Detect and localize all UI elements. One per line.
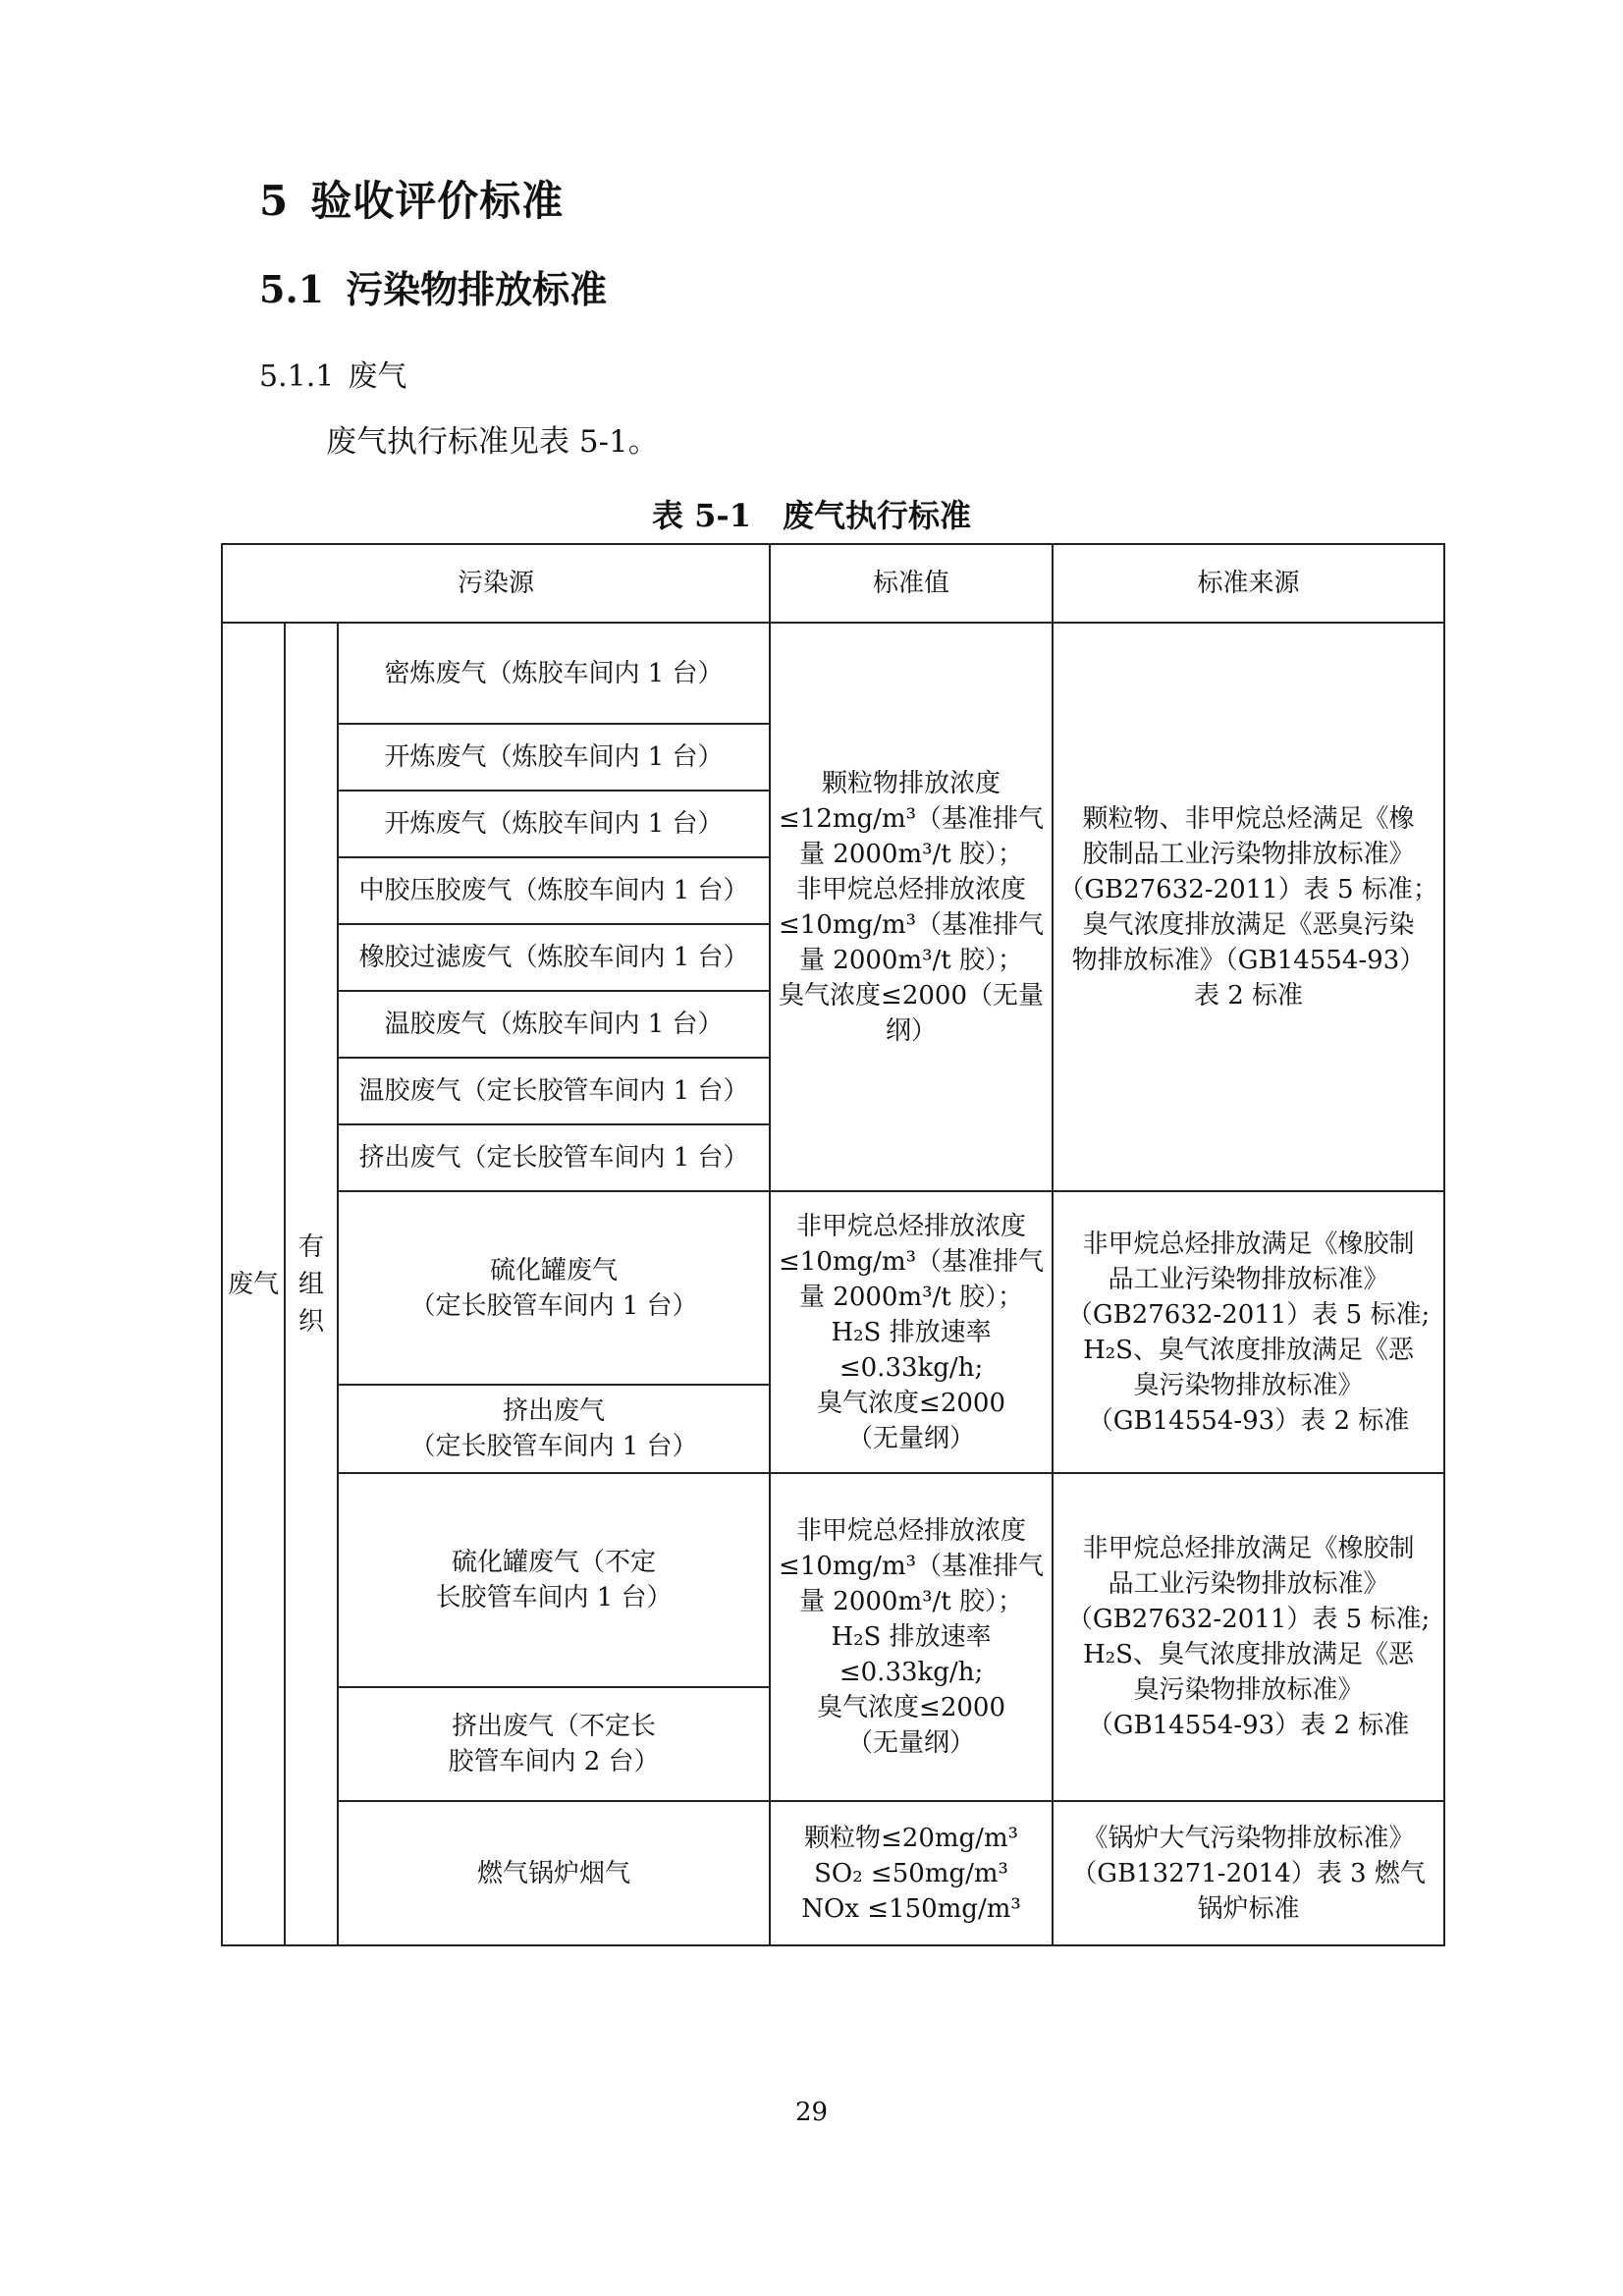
header-standard-source: 标准来源 [1053,544,1444,623]
cell-text-line: 表 2 标准 [1193,980,1304,1011]
value-cell [770,1473,1053,1801]
source-cell: 温胶废气（炼胶车间内 1 台） [338,991,770,1058]
source-cell: 橡胶过滤废气（炼胶车间内 1 台） [338,924,770,991]
cell-text-line: ≤12mg/m³（基准排气 [779,803,1045,834]
cell-text-line: 臭气浓度排放满足《恶臭污染 [1082,909,1415,940]
cell-text-line: 臭气浓度≤2000 [817,1388,1006,1418]
section-heading [259,169,564,228]
table-row [222,1473,1444,1687]
standard-source-cell [1053,1801,1444,1945]
page-number: 29 [794,2098,829,2127]
cell-text-line: （GB27632-2011）表 5 标准； [1058,874,1438,904]
table-row [222,623,1444,724]
cell-text-line: 硫化罐废气（不定 [452,1548,657,1577]
cell-text-line: ≤10mg/m³（基准排气 [779,1246,1045,1277]
source-cell: 中胶压胶废气（炼胶车间内 1 台） [338,857,770,924]
table-row [222,1191,1444,1385]
cell-text-line: 纲） [886,1015,938,1046]
source-cell [338,1473,770,1687]
header-pollution-source: 污染源 [222,544,770,623]
cell-text-line: （GB14554-93）表 2 标准 [1087,1405,1410,1436]
cell-text-line: 品工业污染物排放标准》 [1108,1569,1389,1599]
cell-text-line: 品工业污染物排放标准》 [1108,1264,1389,1294]
cell-text-line: （无量纲） [847,1423,976,1453]
cell-text-line: 胶制品工业污染物排放标准》 [1082,839,1415,869]
cell-text-line: ≤0.33kg/h; [839,1658,984,1687]
cell-text-line: 《锅炉大气污染物排放标准》 [1082,1823,1415,1853]
cell-text-line: （GB27632-2011）表 5 标准; [1066,1605,1431,1634]
source-cell: 温胶废气（定长胶管车间内 1 台） [338,1058,770,1124]
source-cell [338,1385,770,1473]
section-number: 5 [259,177,290,225]
cell-text-line: 颗粒物≤20mg/m³ [804,1823,1019,1853]
table-row [222,1801,1444,1945]
cell-text-line: （GB14554-93）表 2 标准 [1087,1711,1410,1740]
cell-text-line: ≤10mg/m³（基准排气 [779,909,1045,940]
standard-source-cell [1053,1191,1444,1473]
cell-text-line: 长胶管车间内 1 台） [435,1583,673,1613]
cell-text-line: 胶管车间内 2 台） [448,1747,660,1777]
cell-text-line: 颗粒物、非甲烷总烃满足《橡 [1082,803,1415,834]
cell-text-line: 量 2000m³/t 胶）； [799,945,1024,975]
cell-text-line: SO₂ ≤50mg/m³ [814,1858,1008,1888]
subsection-title: 污染物排放标准 [346,267,608,311]
value-cell [770,1191,1053,1473]
cell-text-line: 臭气浓度≤2000 [817,1693,1006,1722]
subcategory-cell: 有 组 织 [285,623,338,1945]
standard-source-cell [1053,1473,1444,1801]
subsection-heading [259,259,607,313]
cell-text-line: H₂S 排放速率 [831,1317,992,1347]
cell-text-line: 非甲烷总烃排放浓度 [796,1211,1027,1241]
cell-text-line: ≤10mg/m³（基准排气 [779,1552,1045,1581]
cell-text-line: H₂S、臭气浓度排放满足《恶 [1083,1640,1414,1669]
cell-text-line: 非甲烷总烃排放浓度 [796,874,1027,904]
source-cell: 挤出废气（定长胶管车间内 1 台） [338,1124,770,1191]
cell-text-line: H₂S、臭气浓度排放满足《恶 [1083,1335,1414,1365]
table-caption: 表 5-1 废气执行标准 [652,497,971,534]
subsubsection-title: 废气 [348,359,407,394]
subsection-number: 5.1 [259,267,325,311]
source-cell: 密炼废气（炼胶车间内 1 台） [338,623,770,724]
cell-text-line: 非甲烷总烃排放满足《橡胶制 [1082,1534,1415,1563]
source-cell [338,1687,770,1801]
section-title: 验收评价标准 [310,177,565,225]
cell-text-line: （GB13271-2014）表 3 燃气 [1071,1858,1426,1888]
cell-text-line: 挤出废气（不定长 [452,1712,657,1741]
cell-text-line: 物排放标准》（GB14554-93） [1071,945,1426,975]
table-header-row [222,544,1444,623]
source-cell [338,1191,770,1385]
emission-standards-table [221,543,1445,1946]
cell-text-line: 量 2000m³/t 胶）； [799,1587,1024,1616]
cell-text-line: （无量纲） [847,1728,976,1758]
value-cell [770,623,1053,1191]
cell-text-line: 非甲烷总烃排放满足《橡胶制 [1082,1229,1415,1259]
cell-text-line: 量 2000m³/t 胶）； [799,839,1024,869]
subsubsection-heading [259,352,406,395]
cell-text-line: 量 2000m³/t 胶）； [799,1282,1024,1312]
cell-text-line: H₂S 排放速率 [831,1622,992,1652]
body-paragraph: 废气执行标准见表 5-1。 [326,424,659,460]
cell-text-line: 挤出废气 [503,1396,606,1426]
subsubsection-number: 5.1.1 [259,359,335,394]
standard-source-cell [1053,623,1444,1191]
category-cell: 废气 [222,623,285,1945]
cell-text-line: 颗粒物排放浓度 [822,768,1001,798]
cell-text-line: （定长胶管车间内 1 台） [409,1432,698,1461]
header-standard-value: 标准值 [770,544,1053,623]
cell-text-line: 臭气浓度≤2000（无量 [779,980,1045,1011]
cell-text-line: 臭污染物排放标准》 [1133,1675,1364,1705]
cell-text-line: 硫化罐废气 [490,1255,619,1285]
value-cell [770,1801,1053,1945]
cell-text-line: 非甲烷总烃排放浓度 [796,1516,1027,1546]
source-cell: 燃气锅炉烟气 [338,1801,770,1945]
cell-text-line: （定长胶管车间内 1 台） [409,1290,698,1321]
cell-text-line: NOx ≤150mg/m³ [801,1893,1021,1924]
source-cell: 开炼废气（炼胶车间内 1 台） [338,724,770,791]
cell-text-line: 锅炉标准 [1197,1893,1300,1924]
cell-text-line: 臭污染物排放标准》 [1133,1370,1364,1400]
source-cell: 开炼废气（炼胶车间内 1 台） [338,791,770,857]
cell-text-line: ≤0.33kg/h; [839,1352,984,1383]
cell-text-line: （GB27632-2011）表 5 标准; [1066,1299,1431,1330]
